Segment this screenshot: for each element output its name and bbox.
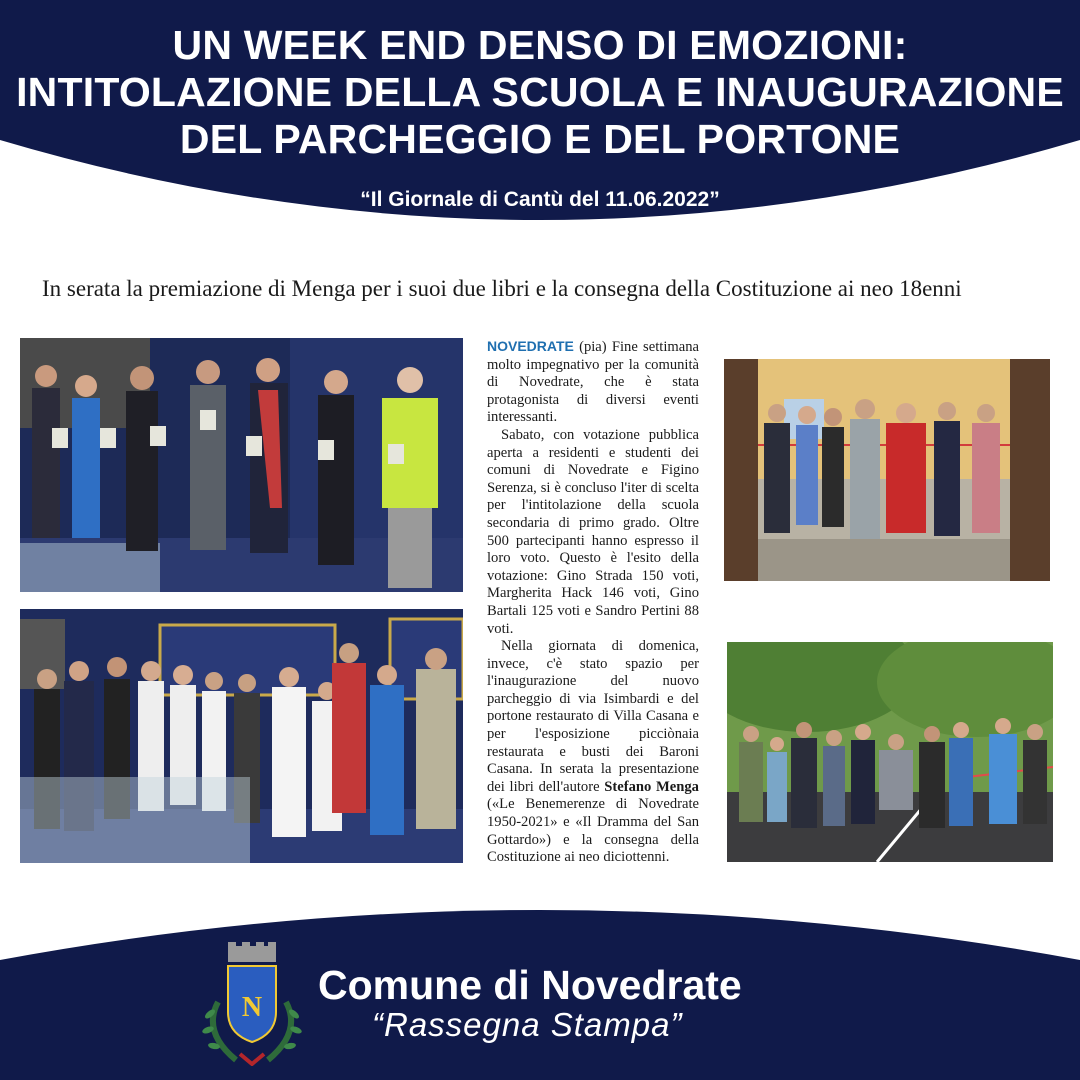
crest-letter: N (241, 992, 263, 1023)
article-p3b-text: («Le Benemerenze di Novedrate 1950-2021» e «Il Dramma del San Gottardo») e la consegna della Costituzione ai neo diciottenni. (487, 796, 699, 866)
photo-portone-ribbon-cutting (724, 359, 1050, 581)
article-paragraph-1 (487, 338, 699, 427)
photo-parking-inauguration (727, 642, 1053, 862)
municipality-name: Comune di Novedrate (318, 962, 742, 1008)
article-byline: (pia) (579, 339, 607, 355)
newspaper-source: “Il Giornale di Cantù del 11.06.2022” (360, 188, 720, 211)
press-review-label: “Rassegna Stampa” (372, 1006, 683, 1043)
photo-book-award-group (20, 338, 463, 592)
article-paragraph-2: Sabato, con votazione pubblica aperta a residenti e studenti dei comuni di Novedrate e Figino Serenza, si è concluso l'iter di scelta per l'intitolazione della scuola secondaria di primo grado. Oltre 500 partecipanti hanno espresso il loro voto. Questo è l'esito della votazione: Gino Strada 150 voti, Margherita Hack 146 voti, Gino Bartali 125 voti e Sandro Pertini 88 voti. (487, 426, 699, 637)
article-author: Stefano Menga (604, 778, 699, 795)
article-headline: In serata la premiazione di Menga per i suoi due libri e la consegna della Costituzione ai neo 18enni (42, 276, 962, 301)
article-p3a-text: Nella giornata di domenica, invece, c'è stato spazio per l'inaugurazione del nuovo parcheggio di via Isimbardi e del portone restaurato di Villa Casana e per l'esposizione picciònaia restaurata e busti dei Baroni Casana. In serata la presentazione dei libri dell'autore (487, 638, 699, 795)
article-dateline: NOVEDRATE (487, 338, 574, 354)
photo-youth-constitution-group (20, 609, 463, 863)
article-p1-text: Fine settimana molto impegnativo per la comunità di Novedrate, che è stata protagonista di diversi eventi interessanti. (487, 339, 699, 426)
title-line-1: UN WEEK END DENSO DI EMOZIONI: (172, 22, 908, 68)
municipal-crest-icon (196, 942, 308, 1066)
page-title (0, 22, 1080, 163)
title-line-3: DEL PARCHEGGIO E DEL PORTONE (179, 116, 901, 162)
article-body (487, 338, 699, 867)
article-paragraph-3 (487, 638, 699, 867)
title-line-2: INTITOLAZIONE DELLA SCUOLA E INAUGURAZIONE (16, 69, 1064, 115)
